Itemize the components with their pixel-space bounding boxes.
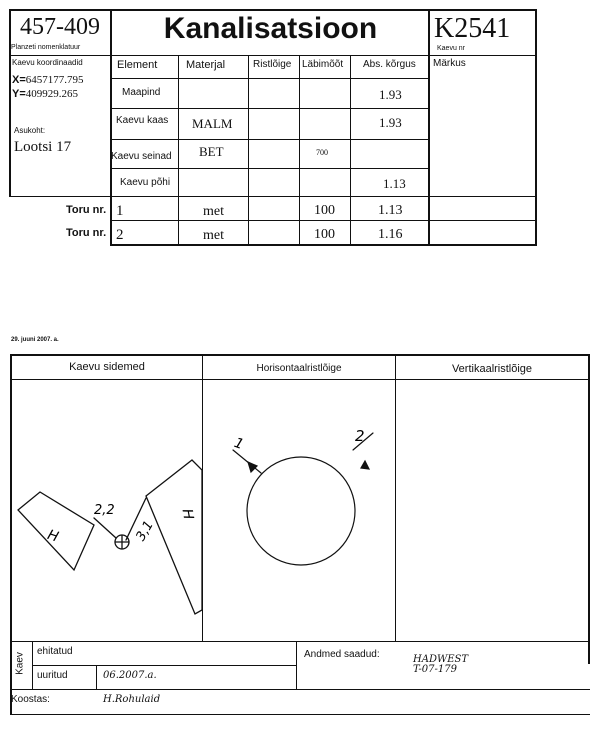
well-caption: Kaevu nr [437,45,466,52]
pipe-label: Toru nr. [66,227,107,239]
row-element: Kaevu seinad [111,151,172,162]
sketch-label: 2,2 [94,503,115,518]
pipe-diameter: 100 [314,203,335,218]
side-label-well: Kaev [14,652,26,675]
data-from-value-1: HADWEST [413,654,469,665]
row-material: MALM [192,116,233,131]
pipe-material: met [203,228,224,243]
coord-y-value: 409929.265 [25,88,79,100]
coord-y [12,88,78,100]
row-abs-height: 1.13 [383,176,406,191]
row-diameter: 700 [316,148,328,157]
horizontal-section-sketch [203,380,395,640]
sketch-label: 3,1 [133,518,157,544]
row-element: Maapind [122,87,161,98]
well-circle [247,457,355,565]
coords-label: Kaevu koordinaadid [12,58,83,67]
connections-sketch [12,380,202,640]
col-title-vertical-section: Vertikaalristlõige [451,363,533,375]
pipe-label-2: 2 [355,427,365,445]
pipe-nr: 1 [116,203,124,219]
row-element: Kaevu põhi [120,177,171,188]
document-date: 29. juuni 2007. a. [11,337,59,343]
row-element: Kaevu kaas [116,115,169,126]
col-abs-height: Abs. kõrgus [363,59,416,70]
col-title-connections: Kaevu sidemed [69,361,145,373]
house-right [146,460,202,614]
pipe-diameter: 100 [314,227,335,242]
sheet-number: 457-409 [20,14,100,40]
built-label: ehitatud [37,646,73,657]
pipe-label: Toru nr. [66,204,107,216]
col-material: Materjal [186,59,226,71]
surveyed-value: 06.2007.a. [103,670,157,681]
sketch-label: H [45,527,61,546]
pipe-nr: 2 [116,227,124,243]
coord-x-label: X= [12,74,26,86]
row-abs-height: 1.93 [379,87,402,102]
row-material: BET [199,144,224,159]
surveyed-label: uuritud [37,670,68,681]
pipe-material: met [203,204,224,219]
sketch-label: H [178,507,197,521]
coord-x [12,74,84,86]
coord-x-value: 6457177.795 [25,74,84,86]
col-diameter: Läbimõõt [302,59,344,70]
row-abs-height: 1.93 [379,115,402,130]
col-cross-section: Ristlõige [253,59,292,70]
col-remarks: Märkus [433,58,466,69]
data-from-label: Andmed saadud: [304,649,380,660]
col-title-horizontal-section: Horisontaalristlõige [256,363,342,374]
sheet-caption: Planzeti nomenklatuur [11,44,81,51]
pipe-label-1: 1 [231,434,246,454]
pipe-abs-height: 1.13 [378,203,403,218]
address-value: Lootsi 17 [14,139,72,155]
address-label: Asukoht: [14,126,46,135]
pipe-abs-height: 1.16 [378,227,403,242]
data-from-value-2: T-07-179 [413,664,457,675]
page-title: Kanalisatsioon [163,12,378,45]
col-element: Element [117,59,158,71]
coord-y-label: Y= [12,88,26,100]
well-id: K2541 [434,13,511,44]
author-value: H.Rohulaid [103,694,161,705]
author-label: Koostas: [11,694,50,705]
